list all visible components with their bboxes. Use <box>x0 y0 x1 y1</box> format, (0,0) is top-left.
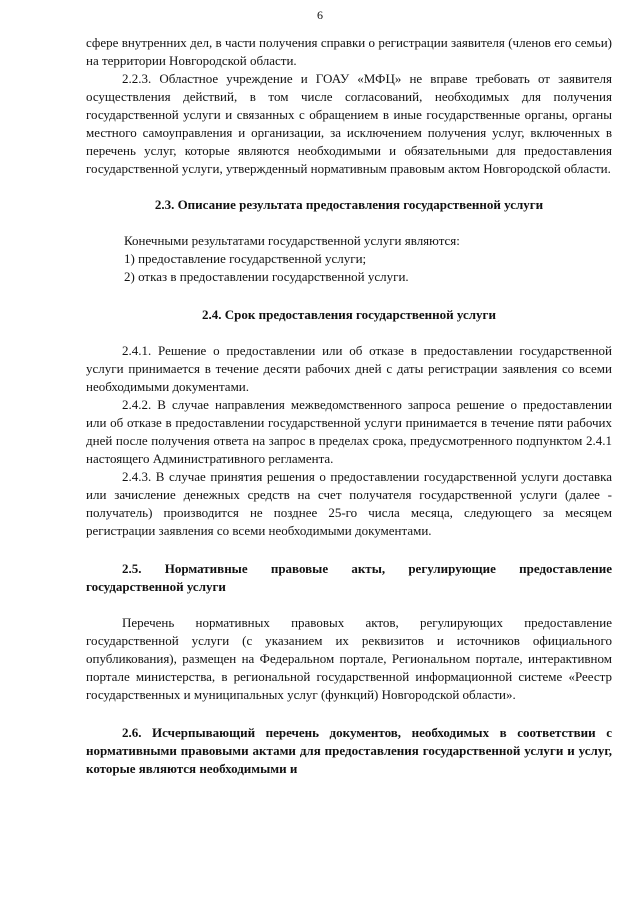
page-number: 6 <box>317 8 323 22</box>
heading-2-3: 2.3. Описание результата предоставления государственной услуги <box>154 197 544 212</box>
heading-2-5: 2.5. Нормативные правовые акты, регулирующие предоставление государственной услуги <box>86 561 612 594</box>
paragraph-2-4-3: 2.4.3. В случае принятия решения о предоставлении государственной услуги доставка или зачисление денежных средств на счет получателя государственной услуги (далее - получатель) производится не позднее 25-го числа месяца, следующего за месяцем регистрации заявления со всеми необходимыми документами. <box>86 469 612 538</box>
paragraph-2-2-3: 2.2.3. Областное учреждение и ГОАУ «МФЦ» не вправе требовать от заявителя осуществления действий, в том числе согласований, необходимых для получения государственной услуги и связанных с обращением в иные государственные органы, органы местного самоуправления и организации, за исключением получения услуг, включенных в перечень услуг, которые являются необходимыми и обязательными для предоставления государственной услуги, утвержденный нормативным правовым актом Новгородской области. <box>86 71 612 176</box>
paragraph-2-5: Перечень нормативных правовых актов, регулирующих предоставление государственной услуги (с указанием их реквизитов и источников официального опубликования), размещен на Федеральном портале, Региональном портале, интерактивном портале министерства, в региональной государственной информационной системе «Реестр государственных и муниципальных услуг (функций) Новгородской области». <box>86 615 612 702</box>
heading-2-4: 2.4. Срок предоставления государственной услуги <box>202 307 496 322</box>
paragraph-intro: сфере внутренних дел, в части получения справки о регистрации заявителя (членов его семьи) на территории Новгородской области. <box>86 35 612 68</box>
list-item-2-3-2: 2) отказ в предоставлении государственной услуги. <box>124 269 409 284</box>
heading-2-6: 2.6. Исчерпывающий перечень документов, необходимых в соответствии с нормативными правовыми актами для предоставления государственной услуги и услуг, которые являются необходимыми и <box>86 725 612 776</box>
document-body <box>86 34 612 778</box>
paragraph-2-4-1: 2.4.1. Решение о предоставлении или об отказе в предоставлении государственной услуги принимается в течение десяти рабочих дней с даты регистрации заявления со всеми необходимыми документами. <box>86 343 612 394</box>
paragraph-2-3-results: Конечными результатами государственной услуги являются: <box>124 233 460 248</box>
paragraph-2-4-2: 2.4.2. В случае направления межведомственного запроса решение о предоставлении или об отказе в предоставлении государственной услуги принимается в течение пяти рабочих дней после получения ответа на запрос в пределах срока, предусмотренного подпунктом 2.4.1 настоящего Административного регламента. <box>86 397 612 466</box>
list-item-2-3-1: 1) предоставление государственной услуги; <box>124 251 367 266</box>
